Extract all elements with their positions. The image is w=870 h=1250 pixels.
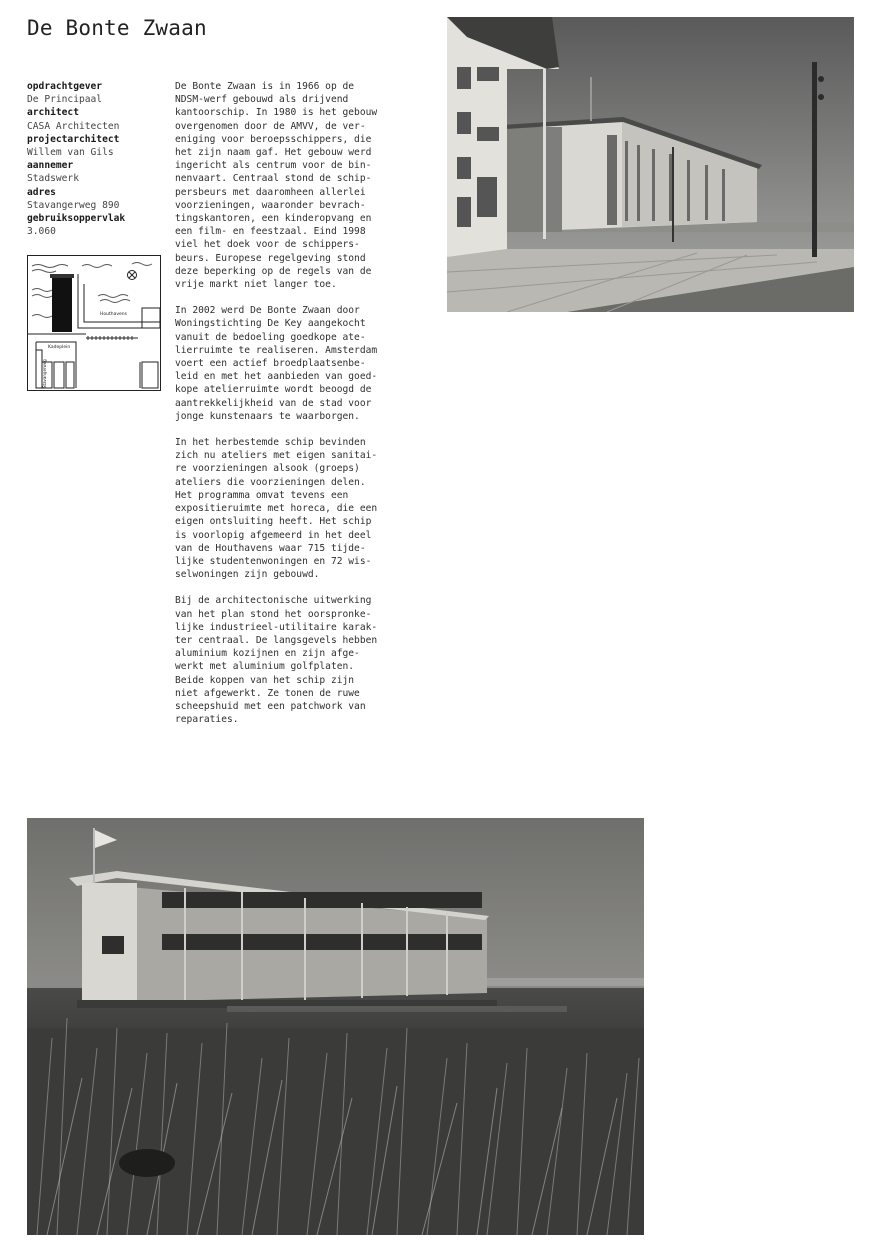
building-photo-quay: [447, 17, 854, 312]
ship-photo-water: [27, 818, 644, 1235]
credit-value: De Principaal: [27, 94, 103, 106]
paragraph: In 2002 werd De Bonte Zwaan door Woningstichting De Key aangekocht vanuit de bedoeling goedkope ate- lierruimte te realiseren. Amsterdam voert een actief broedplaatsenbe- leid en met het aanbieden van goed- kope atelierruimte wordt beoogd de aantrekkelijkheid van de stad voor jonge kunstenaars te waarborgen.: [175, 305, 378, 422]
credit-value: Stavangerweg 890: [27, 199, 120, 211]
location-map: [27, 255, 161, 391]
project-credits: [27, 80, 167, 238]
credit-label: gebruiksoppervlak: [27, 213, 126, 225]
paragraph: Bij de architectonische uitwerking van het plan stond het oorspronke- lijke industrieel-utilitaire karak- ter centraal. De langsgevels hebben aluminium kozijnen en zijn afge- werkt met aluminium golfplaten. Beide koppen van het schip zijn niet afgewerkt. Ze tonen de ruwe scheepshuid met een patchwork van reparaties.: [175, 595, 378, 726]
credit-label: aannemer: [27, 160, 74, 172]
map-label-kadeplein: Kadeplein: [48, 345, 71, 350]
page-title: De Bonte Zwaan: [27, 16, 207, 40]
credit-label: projectarchitect: [27, 133, 120, 145]
credit-value: Stadswerk: [27, 173, 79, 185]
paragraph: In het herbestemde schip bevinden zich nu ateliers met eigen sanitai- re voorzieningen alsook (groeps) ateliers die voorzieningen delen. Het programma omvat tevens een expositieruimte met horeca, die een eigen ontsluiting heeft. Het schip is voorlopig afgemeerd in het deel van de Houthavens waar 715 tijde- lijke studentenwoningen en 72 wis- selwoningen zijn gebouwd.: [175, 437, 378, 581]
map-label-stavangerweg: Stavangerweg: [42, 359, 47, 388]
credit-label: opdrachtgever: [27, 81, 103, 92]
credit-label: adres: [27, 186, 56, 198]
map-label-houthavens: Houthavens: [100, 312, 127, 317]
article-body: [175, 80, 415, 739]
credit-value: CASA Architecten: [27, 120, 120, 132]
credit-value: 3.060: [27, 226, 56, 238]
credit-value: Willem van Gils: [27, 147, 114, 159]
credit-label: architect: [27, 107, 79, 119]
paragraph: De Bonte Zwaan is in 1966 op de NDSM-werf gebouwd als drijvend kantoorschip. In 1980 is het gebouw overgenomen door de AMVV, de ver- eniging voor beroepsschippers, die het zijn naam gaf. Het gebouw werd ingericht als centrum voor de bin- nenvaart. Centraal stond de schip- persbeurs met daaromheen allerlei voorzieningen, waaronder bevrach- tingskantoren, een kinderopvang en een film- en feestzaal. Eind 1998 viel het doek voor de schippers- beurs. Europese regelgeving stond deze beperking op de regels van de vrije markt niet langer toe.: [175, 81, 378, 291]
